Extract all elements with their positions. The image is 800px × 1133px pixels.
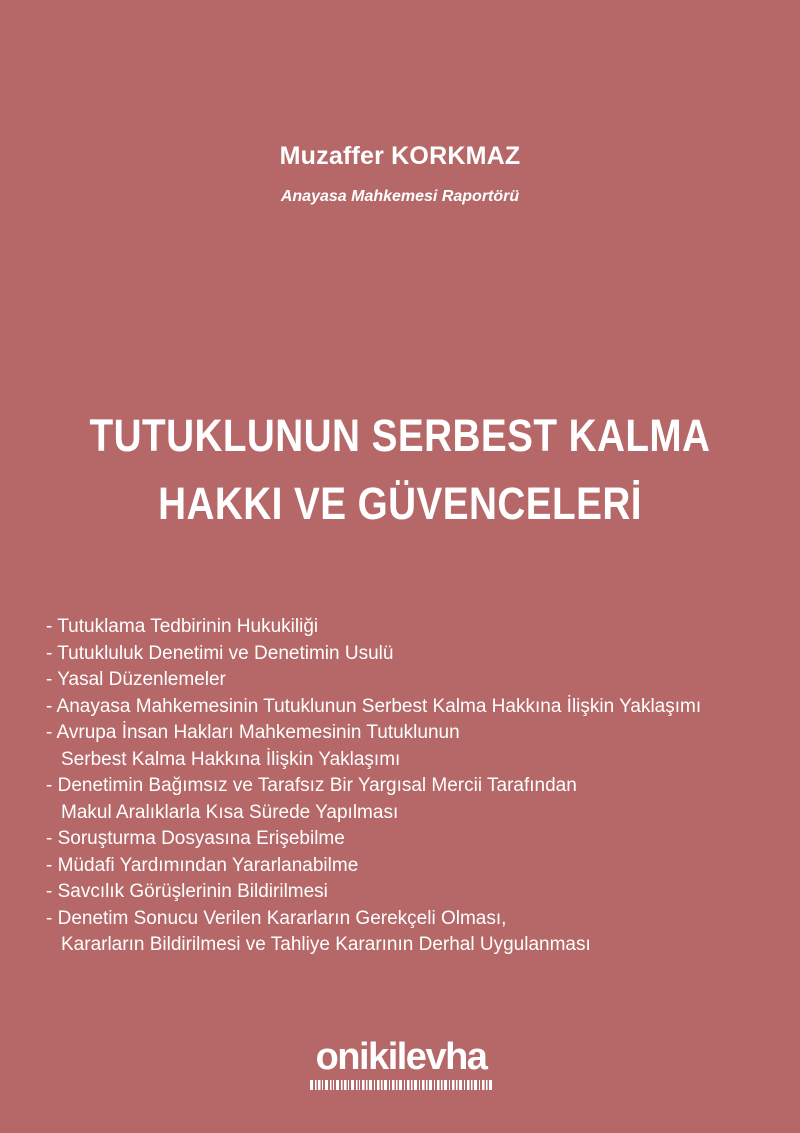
- author-role: Anayasa Mahkemesi Raportörü: [280, 188, 520, 205]
- topic-item: - Soruşturma Dosyasına Erişebilme: [46, 828, 345, 849]
- topic-item-continuation: Kararların Bildirilmesi ve Tahliye Kararının Derhal Uygulanması: [61, 934, 591, 955]
- publisher-name: onikilevha: [315, 1036, 487, 1078]
- barcode-icon: [310, 1080, 492, 1090]
- topic-item: - Tutukluluk Denetimi ve Denetimin Usulü: [46, 642, 394, 664]
- topic-item-continuation: Makul Aralıklarla Kısa Sürede Yapılması: [61, 801, 399, 823]
- topic-item: - Savcılık Görüşlerinin Bildirilmesi: [46, 881, 328, 902]
- book-title-line-2: HAKKI VE GÜVENCELERİ: [158, 478, 642, 529]
- topic-item: - Avrupa İnsan Hakları Mahkemesinin Tutuklunun: [46, 722, 460, 743]
- book-title-line-1: TUTUKLUNUN SERBEST KALMA: [89, 410, 711, 461]
- author-name: Muzaffer KORKMAZ: [279, 142, 521, 170]
- topic-item: - Denetimin Bağımsız ve Tarafsız Bir Yargısal Mercii Tarafından: [46, 775, 577, 796]
- topic-item: - Müdafi Yardımından Yararlanabilme: [46, 854, 359, 876]
- topic-item: - Anayasa Mahkemesinin Tutuklunun Serbest Kalma Hakkına İlişkin Yaklaşımı: [46, 695, 702, 717]
- topic-item: - Tutuklama Tedbirinin Hukukiliği: [46, 616, 319, 637]
- topic-item: - Yasal Düzenlemeler: [46, 669, 226, 690]
- topic-item: - Denetim Sonucu Verilen Kararların Gerekçeli Olması,: [46, 907, 507, 929]
- topic-list: [46, 614, 776, 959]
- topic-item-continuation: Serbest Kalma Hakkına İlişkin Yaklaşımı: [61, 748, 401, 770]
- publisher-logo: [306, 1036, 496, 1092]
